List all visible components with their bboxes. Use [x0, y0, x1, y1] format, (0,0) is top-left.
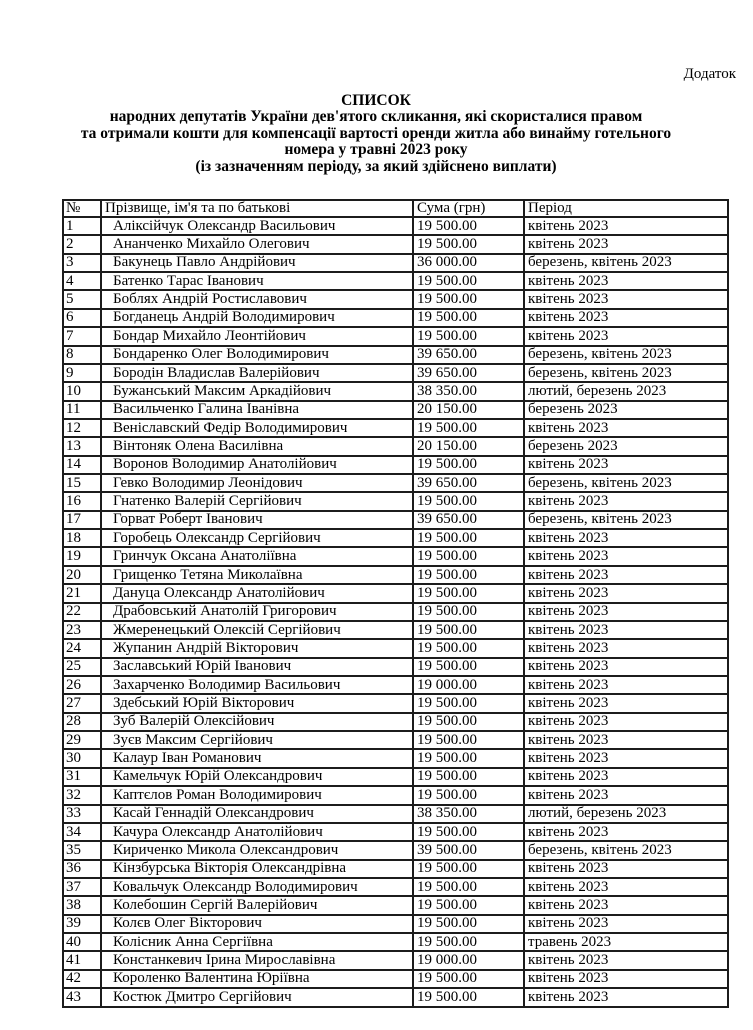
cell-period: березень 2023	[524, 401, 728, 419]
column-header-name: Прізвище, ім'я та по батькові	[101, 200, 413, 217]
cell-sum: 19 500.00	[413, 235, 524, 253]
cell-name: Захарченко Володимир Васильович	[101, 676, 413, 694]
cell-name: Дануца Олександр Анатолійович	[101, 584, 413, 602]
cell-number: 22	[63, 603, 101, 621]
table-row	[63, 860, 728, 878]
table-row	[63, 896, 728, 914]
cell-name: Кириченко Микола Олександрович	[101, 841, 413, 859]
cell-number: 26	[63, 676, 101, 694]
cell-number: 28	[63, 713, 101, 731]
table-row	[63, 547, 728, 565]
cell-number: 32	[63, 786, 101, 804]
cell-name: Горобець Олександр Сергійович	[101, 529, 413, 547]
cell-name: Гнатенко Валерій Сергійович	[101, 492, 413, 510]
cell-name: Ананченко Михайло Олегович	[101, 235, 413, 253]
table-row	[63, 382, 728, 400]
cell-name: Ковальчук Олександр Володимирович	[101, 878, 413, 896]
cell-period: квітень 2023	[524, 235, 728, 253]
cell-sum: 20 150.00	[413, 437, 524, 455]
cell-name: Воронов Володимир Анатолійович	[101, 456, 413, 474]
cell-number: 4	[63, 272, 101, 290]
table-row	[63, 254, 728, 272]
cell-number: 17	[63, 511, 101, 529]
cell-period: квітень 2023	[524, 768, 728, 786]
cell-name: Камельчук Юрій Олександрович	[101, 768, 413, 786]
cell-number: 15	[63, 474, 101, 492]
cell-sum: 19 500.00	[413, 603, 524, 621]
payments-table	[62, 199, 729, 1008]
cell-name: Костюк Дмитро Сергійович	[101, 988, 413, 1007]
cell-sum: 39 650.00	[413, 364, 524, 382]
cell-name: Зуєв Максим Сергійович	[101, 731, 413, 749]
cell-sum: 39 500.00	[413, 841, 524, 859]
table-row	[63, 603, 728, 621]
cell-number: 38	[63, 896, 101, 914]
cell-name: Констанкевич Ірина Мирославівна	[101, 951, 413, 969]
column-header-period: Період	[524, 200, 728, 217]
cell-name: Калаур Іван Романович	[101, 749, 413, 767]
table-row	[63, 768, 728, 786]
cell-name: Колебошин Сергій Валерійович	[101, 896, 413, 914]
cell-period: квітень 2023	[524, 823, 728, 841]
cell-sum: 19 500.00	[413, 658, 524, 676]
cell-sum: 19 500.00	[413, 896, 524, 914]
table-row	[63, 272, 728, 290]
table-row	[63, 658, 728, 676]
cell-name: Кінзбурська Вікторія Олександрівна	[101, 860, 413, 878]
cell-name: Касай Геннадій Олександрович	[101, 805, 413, 823]
cell-number: 36	[63, 860, 101, 878]
cell-name: Боблях Андрій Ростиславович	[101, 290, 413, 308]
cell-period: квітень 2023	[524, 566, 728, 584]
cell-sum: 19 500.00	[413, 419, 524, 437]
cell-number: 35	[63, 841, 101, 859]
cell-sum: 19 000.00	[413, 951, 524, 969]
payments-table-body	[63, 217, 728, 1007]
table-row	[63, 713, 728, 731]
table-row	[63, 346, 728, 364]
cell-name: Короленко Валентина Юріївна	[101, 970, 413, 988]
cell-sum: 19 500.00	[413, 713, 524, 731]
cell-name: Бужанський Максим Аркадійович	[101, 382, 413, 400]
cell-period: квітень 2023	[524, 547, 728, 565]
cell-name: Бакунець Павло Андрійович	[101, 254, 413, 272]
table-row	[63, 309, 728, 327]
cell-period: березень, квітень 2023	[524, 346, 728, 364]
cell-name: Веніславский Федір Володимирович	[101, 419, 413, 437]
cell-period: квітень 2023	[524, 529, 728, 547]
cell-number: 5	[63, 290, 101, 308]
cell-sum: 19 500.00	[413, 915, 524, 933]
table-row	[63, 217, 728, 235]
cell-sum: 39 650.00	[413, 474, 524, 492]
table-row	[63, 474, 728, 492]
cell-number: 39	[63, 915, 101, 933]
cell-sum: 20 150.00	[413, 401, 524, 419]
cell-sum: 19 500.00	[413, 309, 524, 327]
cell-name: Качура Олександр Анатолійович	[101, 823, 413, 841]
column-header-sum: Сума (грн)	[413, 200, 524, 217]
cell-sum: 19 500.00	[413, 786, 524, 804]
table-row	[63, 364, 728, 382]
cell-sum: 19 500.00	[413, 970, 524, 988]
cell-number: 14	[63, 456, 101, 474]
table-row	[63, 529, 728, 547]
cell-number: 23	[63, 621, 101, 639]
cell-number: 18	[63, 529, 101, 547]
cell-period: квітень 2023	[524, 658, 728, 676]
cell-number: 16	[63, 492, 101, 510]
table-row	[63, 621, 728, 639]
cell-sum: 19 500.00	[413, 327, 524, 345]
table-row	[63, 786, 728, 804]
cell-number: 27	[63, 694, 101, 712]
cell-period: квітень 2023	[524, 713, 728, 731]
cell-number: 11	[63, 401, 101, 419]
table-row	[63, 878, 728, 896]
cell-name: Заславський Юрій Іванович	[101, 658, 413, 676]
cell-number: 20	[63, 566, 101, 584]
cell-number: 24	[63, 639, 101, 657]
table-row	[63, 970, 728, 988]
table-row	[63, 511, 728, 529]
cell-period: квітень 2023	[524, 419, 728, 437]
table-row	[63, 805, 728, 823]
cell-sum: 39 650.00	[413, 511, 524, 529]
cell-period: квітень 2023	[524, 860, 728, 878]
cell-name: Вінтоняк Олена Василівна	[101, 437, 413, 455]
cell-sum: 19 500.00	[413, 860, 524, 878]
table-row	[63, 401, 728, 419]
cell-number: 7	[63, 327, 101, 345]
cell-period: березень, квітень 2023	[524, 254, 728, 272]
cell-period: квітень 2023	[524, 915, 728, 933]
table-row	[63, 676, 728, 694]
table-row	[63, 841, 728, 859]
cell-name: Аліксійчук Олександр Васильович	[101, 217, 413, 235]
cell-name: Каптєлов Роман Володимирович	[101, 786, 413, 804]
title-heading: СПИСОК	[341, 92, 411, 109]
cell-period: квітень 2023	[524, 988, 728, 1007]
cell-name: Жупанин Андрій Вікторович	[101, 639, 413, 657]
cell-number: 43	[63, 988, 101, 1007]
cell-period: квітень 2023	[524, 639, 728, 657]
cell-sum: 19 500.00	[413, 456, 524, 474]
cell-period: квітень 2023	[524, 694, 728, 712]
cell-name: Колісник Анна Сергіївна	[101, 933, 413, 951]
cell-name: Жмеренецький Олексій Сергійович	[101, 621, 413, 639]
table-row	[63, 915, 728, 933]
cell-period: квітень 2023	[524, 327, 728, 345]
cell-period: квітень 2023	[524, 492, 728, 510]
table-row	[63, 235, 728, 253]
cell-name: Грищенко Тетяна Миколаївна	[101, 566, 413, 584]
cell-period: березень 2023	[524, 437, 728, 455]
cell-period: лютий, березень 2023	[524, 805, 728, 823]
cell-period: квітень 2023	[524, 878, 728, 896]
cell-number: 1	[63, 217, 101, 235]
cell-sum: 19 500.00	[413, 694, 524, 712]
cell-period: березень, квітень 2023	[524, 364, 728, 382]
cell-period: квітень 2023	[524, 896, 728, 914]
cell-sum: 19 500.00	[413, 529, 524, 547]
cell-sum: 19 500.00	[413, 749, 524, 767]
cell-period: березень, квітень 2023	[524, 841, 728, 859]
cell-sum: 19 500.00	[413, 290, 524, 308]
cell-period: квітень 2023	[524, 676, 728, 694]
cell-sum: 38 350.00	[413, 805, 524, 823]
cell-period: квітень 2023	[524, 217, 728, 235]
table-row	[63, 731, 728, 749]
title-line-4: (із зазначенням періоду, за який здійснено виплати)	[195, 157, 557, 175]
cell-period: квітень 2023	[524, 272, 728, 290]
cell-sum: 38 350.00	[413, 382, 524, 400]
title-line-3: номера у травні 2023 року	[284, 141, 468, 159]
cell-sum: 19 500.00	[413, 547, 524, 565]
cell-sum: 19 500.00	[413, 492, 524, 510]
cell-name: Бородін Владислав Валерійович	[101, 364, 413, 382]
cell-period: квітень 2023	[524, 951, 728, 969]
cell-number: 29	[63, 731, 101, 749]
cell-period: квітень 2023	[524, 731, 728, 749]
column-header-number: №	[63, 200, 101, 217]
cell-period: лютий, березень 2023	[524, 382, 728, 400]
table-row	[63, 823, 728, 841]
cell-sum: 19 500.00	[413, 933, 524, 951]
table-row	[63, 290, 728, 308]
table-row	[63, 419, 728, 437]
cell-number: 37	[63, 878, 101, 896]
cell-number: 25	[63, 658, 101, 676]
cell-sum: 19 500.00	[413, 217, 524, 235]
cell-number: 10	[63, 382, 101, 400]
cell-sum: 19 500.00	[413, 584, 524, 602]
cell-name: Батенко Тарас Іванович	[101, 272, 413, 290]
cell-period: квітень 2023	[524, 749, 728, 767]
cell-name: Зуб Валерій Олексійович	[101, 713, 413, 731]
table-row	[63, 951, 728, 969]
cell-number: 2	[63, 235, 101, 253]
document-title	[36, 93, 716, 175]
cell-name: Васильченко Галина Іванівна	[101, 401, 413, 419]
cell-number: 42	[63, 970, 101, 988]
cell-number: 40	[63, 933, 101, 951]
table-row	[63, 566, 728, 584]
cell-number: 13	[63, 437, 101, 455]
cell-sum: 36 000.00	[413, 254, 524, 272]
cell-name: Бондар Михайло Леонтійович	[101, 327, 413, 345]
table-header-row	[63, 200, 728, 217]
cell-name: Богданець Андрій Володимирович	[101, 309, 413, 327]
cell-name: Горват Роберт Іванович	[101, 511, 413, 529]
table-row	[63, 933, 728, 951]
cell-number: 41	[63, 951, 101, 969]
cell-period: березень, квітень 2023	[524, 511, 728, 529]
cell-period: квітень 2023	[524, 970, 728, 988]
cell-name: Колєв Олег Вікторович	[101, 915, 413, 933]
cell-name: Бондаренко Олег Володимирович	[101, 346, 413, 364]
cell-period: квітень 2023	[524, 786, 728, 804]
table-row	[63, 327, 728, 345]
cell-number: 6	[63, 309, 101, 327]
annex-label: Додаток	[683, 66, 736, 82]
cell-number: 19	[63, 547, 101, 565]
cell-sum: 19 500.00	[413, 823, 524, 841]
table-row	[63, 456, 728, 474]
cell-period: квітень 2023	[524, 584, 728, 602]
cell-sum: 19 500.00	[413, 731, 524, 749]
cell-sum: 19 500.00	[413, 621, 524, 639]
cell-sum: 19 500.00	[413, 639, 524, 657]
cell-number: 34	[63, 823, 101, 841]
table-row	[63, 639, 728, 657]
cell-number: 33	[63, 805, 101, 823]
cell-sum: 19 500.00	[413, 272, 524, 290]
cell-number: 30	[63, 749, 101, 767]
cell-name: Здебський Юрій Вікторович	[101, 694, 413, 712]
cell-period: квітень 2023	[524, 456, 728, 474]
cell-sum: 19 500.00	[413, 878, 524, 896]
cell-period: квітень 2023	[524, 603, 728, 621]
table-row	[63, 988, 728, 1007]
cell-period: квітень 2023	[524, 621, 728, 639]
cell-name: Гевко Володимир Леонідович	[101, 474, 413, 492]
table-row	[63, 749, 728, 767]
cell-number: 12	[63, 419, 101, 437]
table-row	[63, 492, 728, 510]
table-row	[63, 437, 728, 455]
cell-period: травень 2023	[524, 933, 728, 951]
cell-number: 3	[63, 254, 101, 272]
cell-number: 21	[63, 584, 101, 602]
cell-sum: 39 650.00	[413, 346, 524, 364]
cell-sum: 19 000.00	[413, 676, 524, 694]
cell-name: Драбовський Анатолій Григорович	[101, 603, 413, 621]
table-row	[63, 694, 728, 712]
cell-period: березень, квітень 2023	[524, 474, 728, 492]
cell-sum: 19 500.00	[413, 988, 524, 1007]
cell-name: Гринчук Оксана Анатоліївна	[101, 547, 413, 565]
cell-period: квітень 2023	[524, 290, 728, 308]
cell-number: 31	[63, 768, 101, 786]
cell-number: 8	[63, 346, 101, 364]
title-line-1: народних депутатів України дев'ятого скликання, які скористалися правом	[109, 108, 643, 126]
title-line-2: та отримали кошти для компенсації вартості оренди житла або винайму готельного	[80, 124, 672, 142]
cell-sum: 19 500.00	[413, 566, 524, 584]
table-row	[63, 584, 728, 602]
cell-sum: 19 500.00	[413, 768, 524, 786]
cell-period: квітень 2023	[524, 309, 728, 327]
cell-number: 9	[63, 364, 101, 382]
